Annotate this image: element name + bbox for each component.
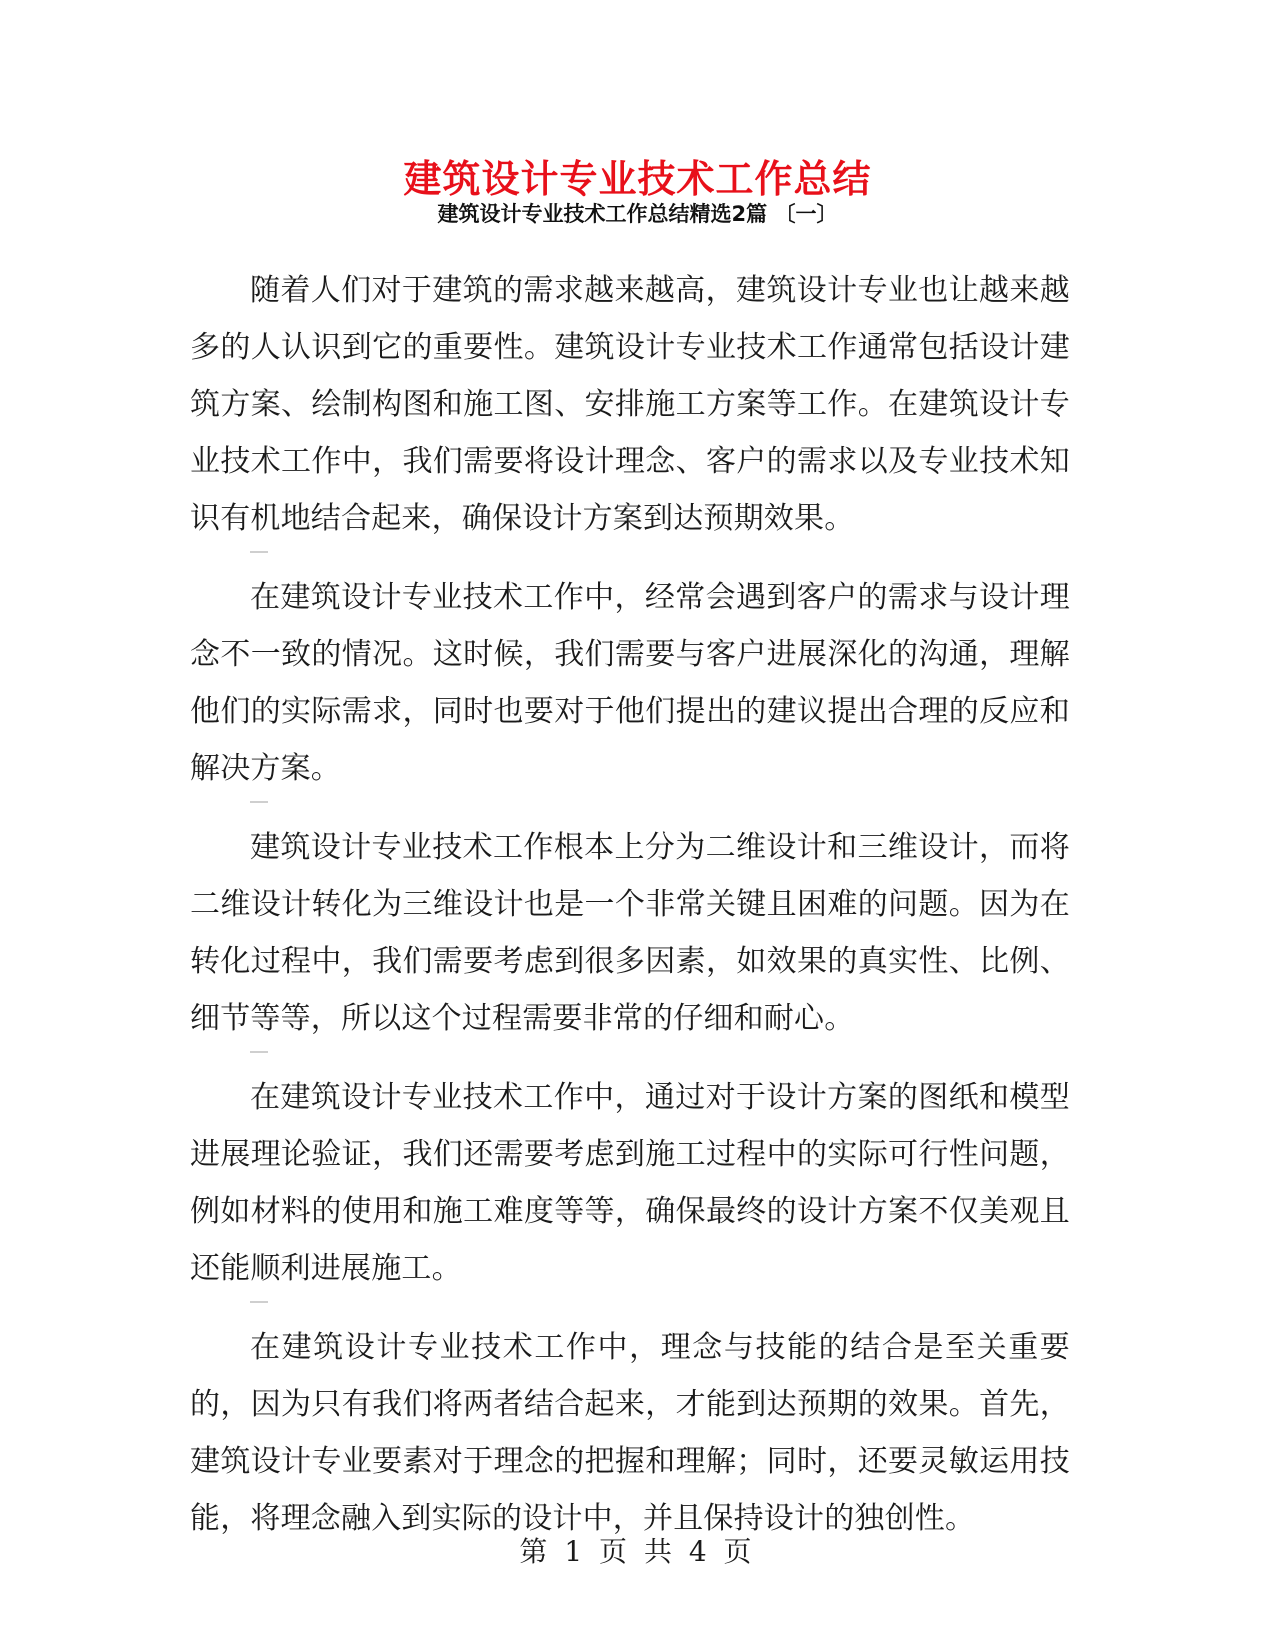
document-subtitle: 建筑设计专业技术工作总结精选2篇 〔一〕 xyxy=(437,202,838,226)
paragraph-2: 在建筑设计专业技术工作中，经常会遇到客户的需求与设计理念不一致的情况。这时候，我们需要与客户进展深化的沟通，理解他们的实际需求，同时也要对于他们提出的建议提出合理的反应和解决方案。 xyxy=(190,580,1070,786)
paragraph-1: 随着人们对于建筑的需求越来越高，建筑设计专业也让越来越多的人认识到它的重要性。建筑设计专业技术工作通常包括设计建筑方案、绘制构图和施工图、安排施工方案等工作。在建筑设计专业技术工作中，我们需要将设计理念、客户的需求以及专业技术知识有机地结合起来，确保设计方案到达预期效果。 xyxy=(190,273,1070,536)
paragraph-3: 建筑设计专业技术工作根本上分为二维设计和三维设计，而将二维设计转化为三维设计也是一个非常关键且困难的问题。因为在转化过程中，我们需要考虑到很多因素，如效果的真实性、比例、细节等等，所以这个过程需要非常的仔细和耐心。 xyxy=(190,830,1070,1036)
page-number-footer: 第 1 页 共 4 页 xyxy=(519,1535,756,1568)
document-body xyxy=(190,262,1070,1569)
paragraph-5: 在建筑设计专业技术工作中，理念与技能的结合是至关重要的，因为只有我们将两者结合起来，才能到达预期的效果。首先，建筑设计专业要素对于理念的把握和理解；同时，还要灵敏运用技能，将理念融入到实际的设计中，并且保持设计的独创性。 xyxy=(190,1330,1070,1536)
document-title: 建筑设计专业技术工作总结 xyxy=(403,157,872,201)
paragraph-4: 在建筑设计专业技术工作中，通过对于设计方案的图纸和模型进展理论验证，我们还需要考虑到施工过程中的实际可行性问题，例如材料的使用和施工难度等等，确保最终的设计方案不仅美观且还能顺利进展施工。 xyxy=(190,1080,1070,1286)
